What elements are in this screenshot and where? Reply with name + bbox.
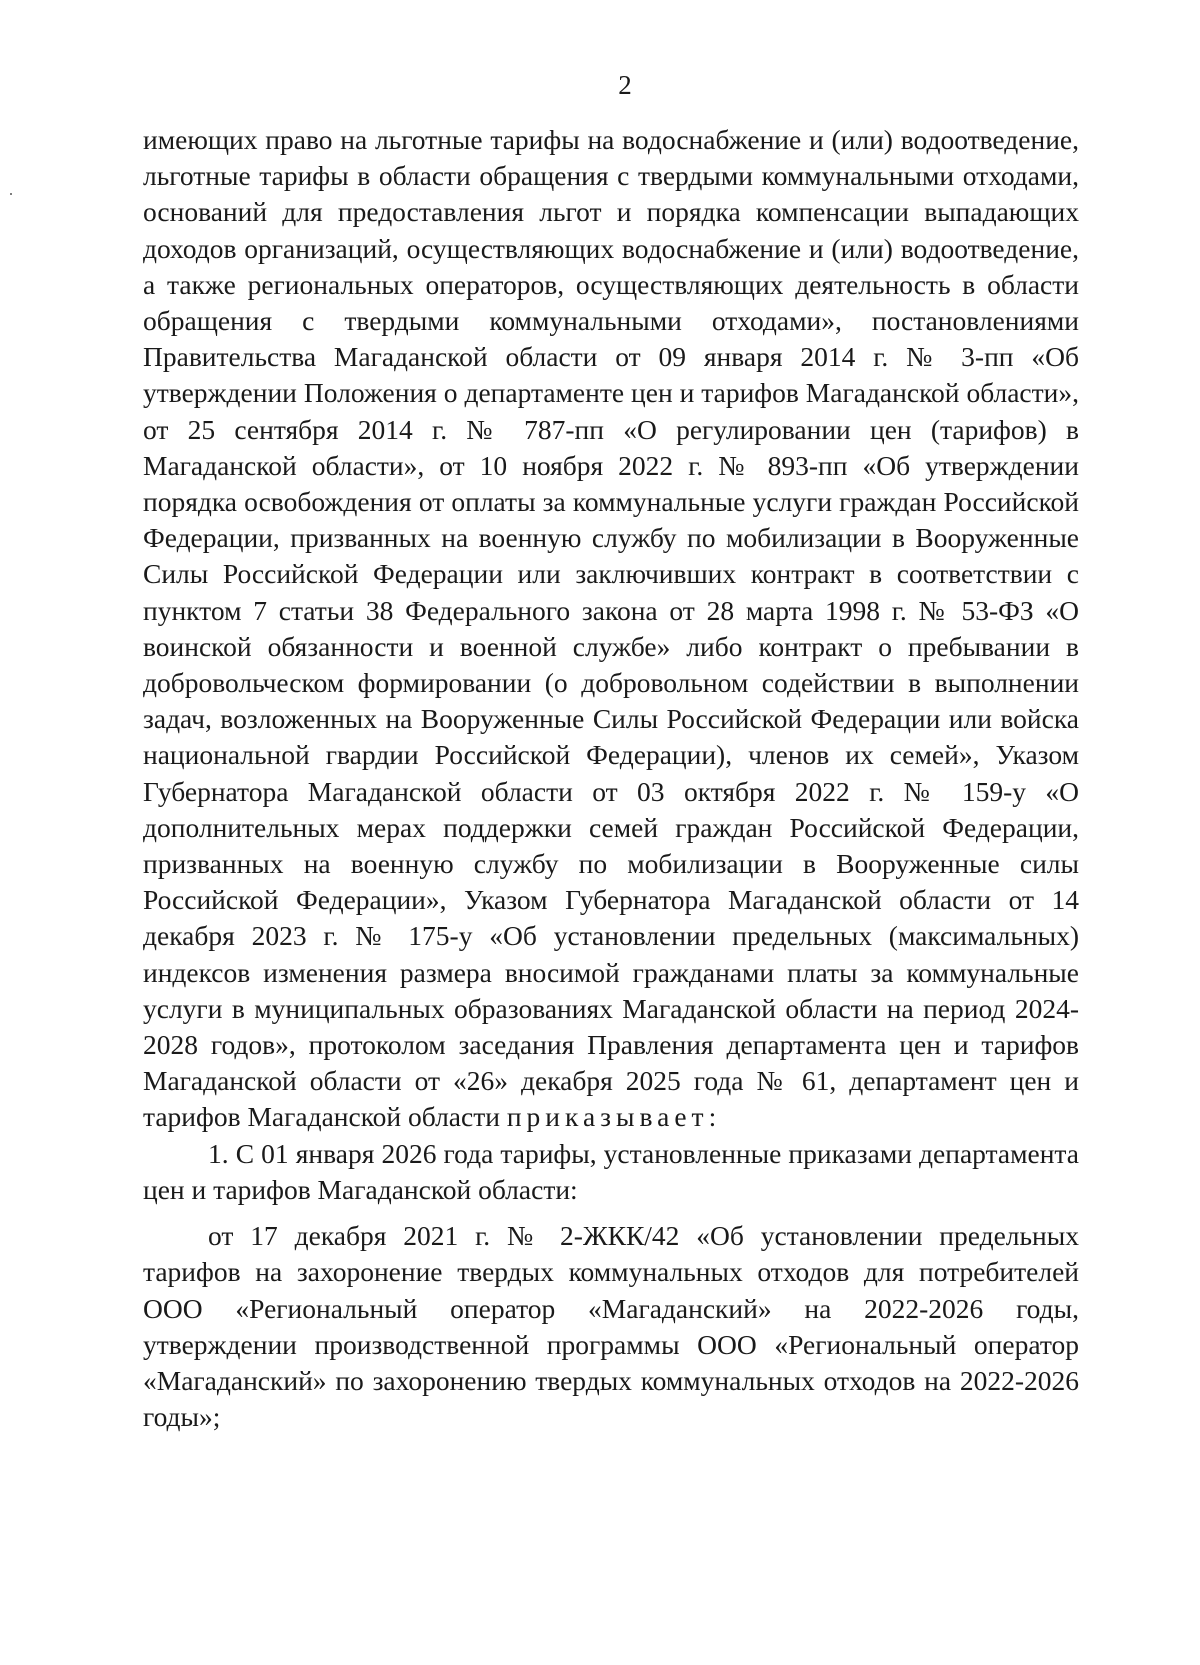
legal-basis-colon: : — [708, 1101, 717, 1133]
document-body — [143, 122, 1079, 1435]
paragraph-item-1: 1. С 01 января 2026 года тарифы, установленные приказами департамента цен и тарифов Магаданской области: — [143, 1137, 1079, 1205]
paragraph-order-reference: от 17 декабря 2021 г. № 2-ЖКК/42 «Об установлении предельных тарифов на захоронение твердых коммунальных отходов для потребителей ООО «Региональный оператор «Магаданский» на 2022-2026 годы, утверждении производственной программы ООО «Региональный оператор «Магаданский» по захоронению твердых коммунальных отходов на 2022-2026 годы»; — [143, 1220, 1079, 1433]
page-number: 2 — [618, 70, 632, 100]
order-verb: приказывает — [506, 1101, 709, 1133]
paragraph-legal-basis — [143, 122, 1079, 1136]
legal-basis-text: имеющих право на льготные тарифы на водоснабжение и (или) водоотведение, льготные тарифы в области обращения с твердыми коммунальными отходами, оснований для предоставления льгот и порядка компенсации выпадающих доходов организаций, осуществляющих водоснабжение и (или) водоотведение, а также региональных операторов, осуществляющих деятельность в области обращения с твердыми коммунальными отходами», постановлениями Правительства Магаданской области от 09 января 2014 г. № 3-пп «Об утверждении Положения о департаменте цен и тарифов Магаданской области», от 25 сентября 2014 г. № 787-пп «О регулировании цен (тарифов) в Магаданской области», от 10 ноября 2022 г. № 893-пп «Об утверждении порядка освобождения от оплаты за коммунальные услуги граждан Российской Федерации, призванных на военную службу по мобилизации в Вооруженные Силы Российской Федерации или заключивших контракт в соответствии с пунктом 7 статьи 38 Федерального закона от 28 марта 1998 г. № 53-ФЗ «О воинской обязанности и военной службе» либо контракт о пребывании в добровольческом формировании (о добровольном содействии в выполнении задач, возложенных на Вооруженные Силы Российской Федерации или войска национальной гвардии Российской Федерации), членов их семей», Указом Губернатора Магаданской области от 03 октября 2022 г. № 159-у «О дополнительных мерах поддержки семей граждан Российской Федерации, призванных на военную службу по мобилизации в Вооруженные силы Российской Федерации», Указом Губернатора Магаданской области от 14 декабря 2023 г. № 175-у «Об установлении предельных (максимальных) индексов изменения размера вносимой гражданами платы за коммунальные услуги в муниципальных образованиях Магаданской области на период 2024-2028 годов», протоколом заседания Правления департамента цен и тарифов Магаданской области от «26» декабря 2025 года № 61, департамент цен и тарифов Магаданской области — [143, 124, 1079, 1133]
scan-speck — [10, 193, 12, 195]
